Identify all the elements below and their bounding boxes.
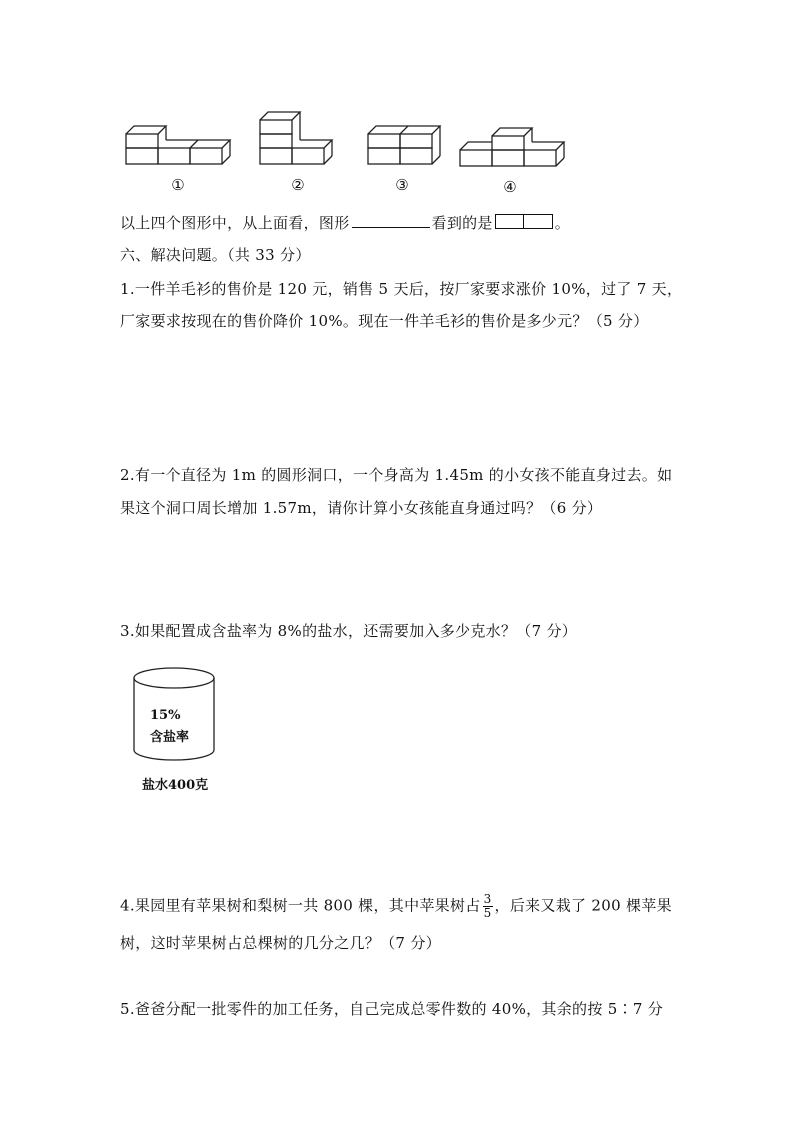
figure-1-label: ① — [171, 176, 185, 194]
top-view-text-before: 以上四个图形中，从上面看，图形 — [120, 214, 350, 232]
q2-line1: 2.有一个直径为 1m 的圆形洞口，一个身高为 1.45m 的小女孩不能直身过去。如 — [120, 466, 673, 484]
q4-line1-after: ，后来又栽了 200 棵苹果 — [494, 896, 672, 915]
top-view-question — [120, 212, 570, 234]
section-heading: 六、解决问题。（共 33 分） — [120, 246, 311, 264]
fraction-denominator: 5 — [483, 906, 492, 920]
cylinder-percent: 15% — [150, 708, 181, 723]
figure-3 — [366, 124, 446, 172]
figure-3-label: ③ — [395, 176, 409, 194]
cylinder-caption: 盐水400克 — [142, 778, 209, 793]
top-view-text-after: 看到的是 — [431, 214, 493, 232]
salt-water-cylinder — [128, 664, 224, 764]
figure-1 — [124, 124, 234, 172]
figure-4 — [458, 126, 570, 172]
q4-line1 — [120, 893, 672, 920]
fraction-numerator: 3 — [483, 892, 492, 906]
q2-line2: 果这个洞口周长增加 1.57m，请你计算小女孩能直身通过吗？（6 分） — [120, 499, 603, 517]
q1-line2: 厂家要求按现在的售价降价 10%。现在一件羊毛衫的售价是多少元？（5 分） — [120, 312, 649, 330]
cylinder-label: 含盐率 — [150, 730, 190, 745]
fraction-three-fifths — [483, 893, 493, 920]
figure-2-label: ② — [291, 176, 305, 194]
q5-line1: 5.爸爸分配一批零件的加工任务，自己完成总零件数的 40%，其余的按 5∶7 分 — [120, 1000, 664, 1018]
q4-line2: 树，这时苹果树占总棵树的几分之几？（7 分） — [120, 934, 441, 952]
q1-line1: 1.一件羊毛衫的售价是 120 元，销售 5 天后，按厂家要求涨价 10%，过了 7 天， — [120, 280, 683, 298]
two-square-top-view-icon — [495, 214, 553, 229]
answer-blank[interactable] — [352, 213, 430, 228]
q4-line1-before: 4.果园里有苹果树和梨树一共 800 棵，其中苹果树占 — [120, 896, 481, 915]
top-view-text-end: 。 — [554, 214, 571, 232]
q3-line1: 3.如果配置成含盐率为 8%的盐水，还需要加入多少克水？（7 分） — [120, 622, 578, 640]
figure-2 — [258, 108, 338, 170]
figure-4-label: ④ — [503, 178, 517, 196]
